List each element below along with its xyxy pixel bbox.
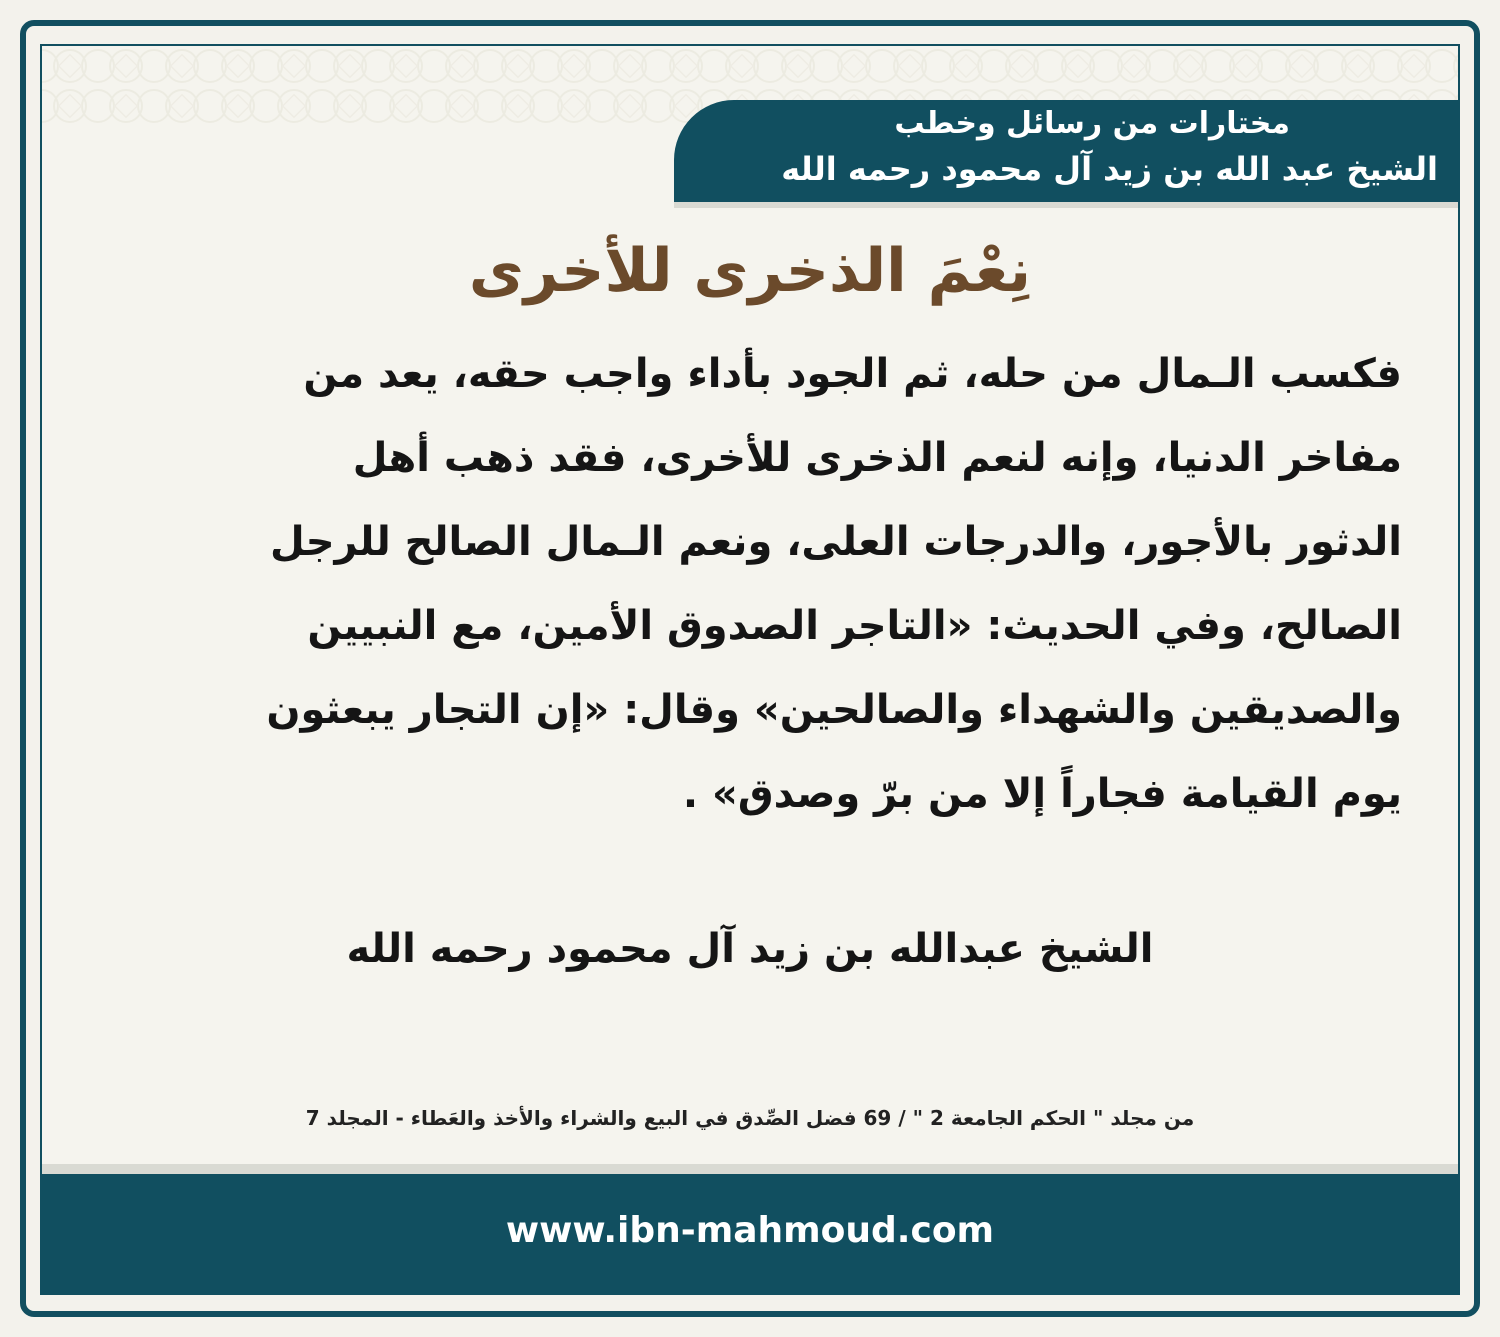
source-citation: من مجلد " الحكم الجامعة 2 " / 69 فضل الصِّدق في البيع والشراء والأخذ والعَطاء - المجلد 7	[305, 1106, 1195, 1130]
website-link[interactable]: www.ibn-mahmoud.com	[505, 1210, 995, 1251]
quote-line: فكسب الـمال من حله، ثم الجود بأداء واجب حقه، يعد من	[303, 351, 1402, 397]
quote-line: الدثور بالأجور، والدرجات العلى، ونعم الـمال الصالح للرجل	[269, 519, 1402, 565]
quote-line: الصالح، وفي الحديث: «التاجر الصدوق الأمين، مع النبيين	[307, 603, 1402, 649]
quote-line: يوم القيامة فجاراً إلا من برّ وصدق» .	[682, 771, 1402, 817]
header-banner	[674, 100, 1458, 202]
card	[40, 44, 1460, 1295]
footer-bar	[42, 1174, 1458, 1295]
quote-body	[152, 332, 1402, 836]
header-author-name: الشيخ عبد الله بن زيد آل محمود رحمه الله	[781, 150, 1438, 188]
quote-line: مفاخر الدنيا، وإنه لنعم الذخرى للأخرى، فقد ذهب أهل	[352, 435, 1402, 481]
quote-line: والصديقين والشهداء والصالحين» وقال: «إن التجار يبعثون	[266, 687, 1402, 733]
header-series-title: مختارات من رسائل وخطب	[894, 106, 1290, 141]
page-title: نِعْمَ الذخرى للأخرى	[468, 236, 1032, 306]
author-signature: الشيخ عبدالله بن زيد آل محمود رحمه الله	[346, 926, 1154, 972]
